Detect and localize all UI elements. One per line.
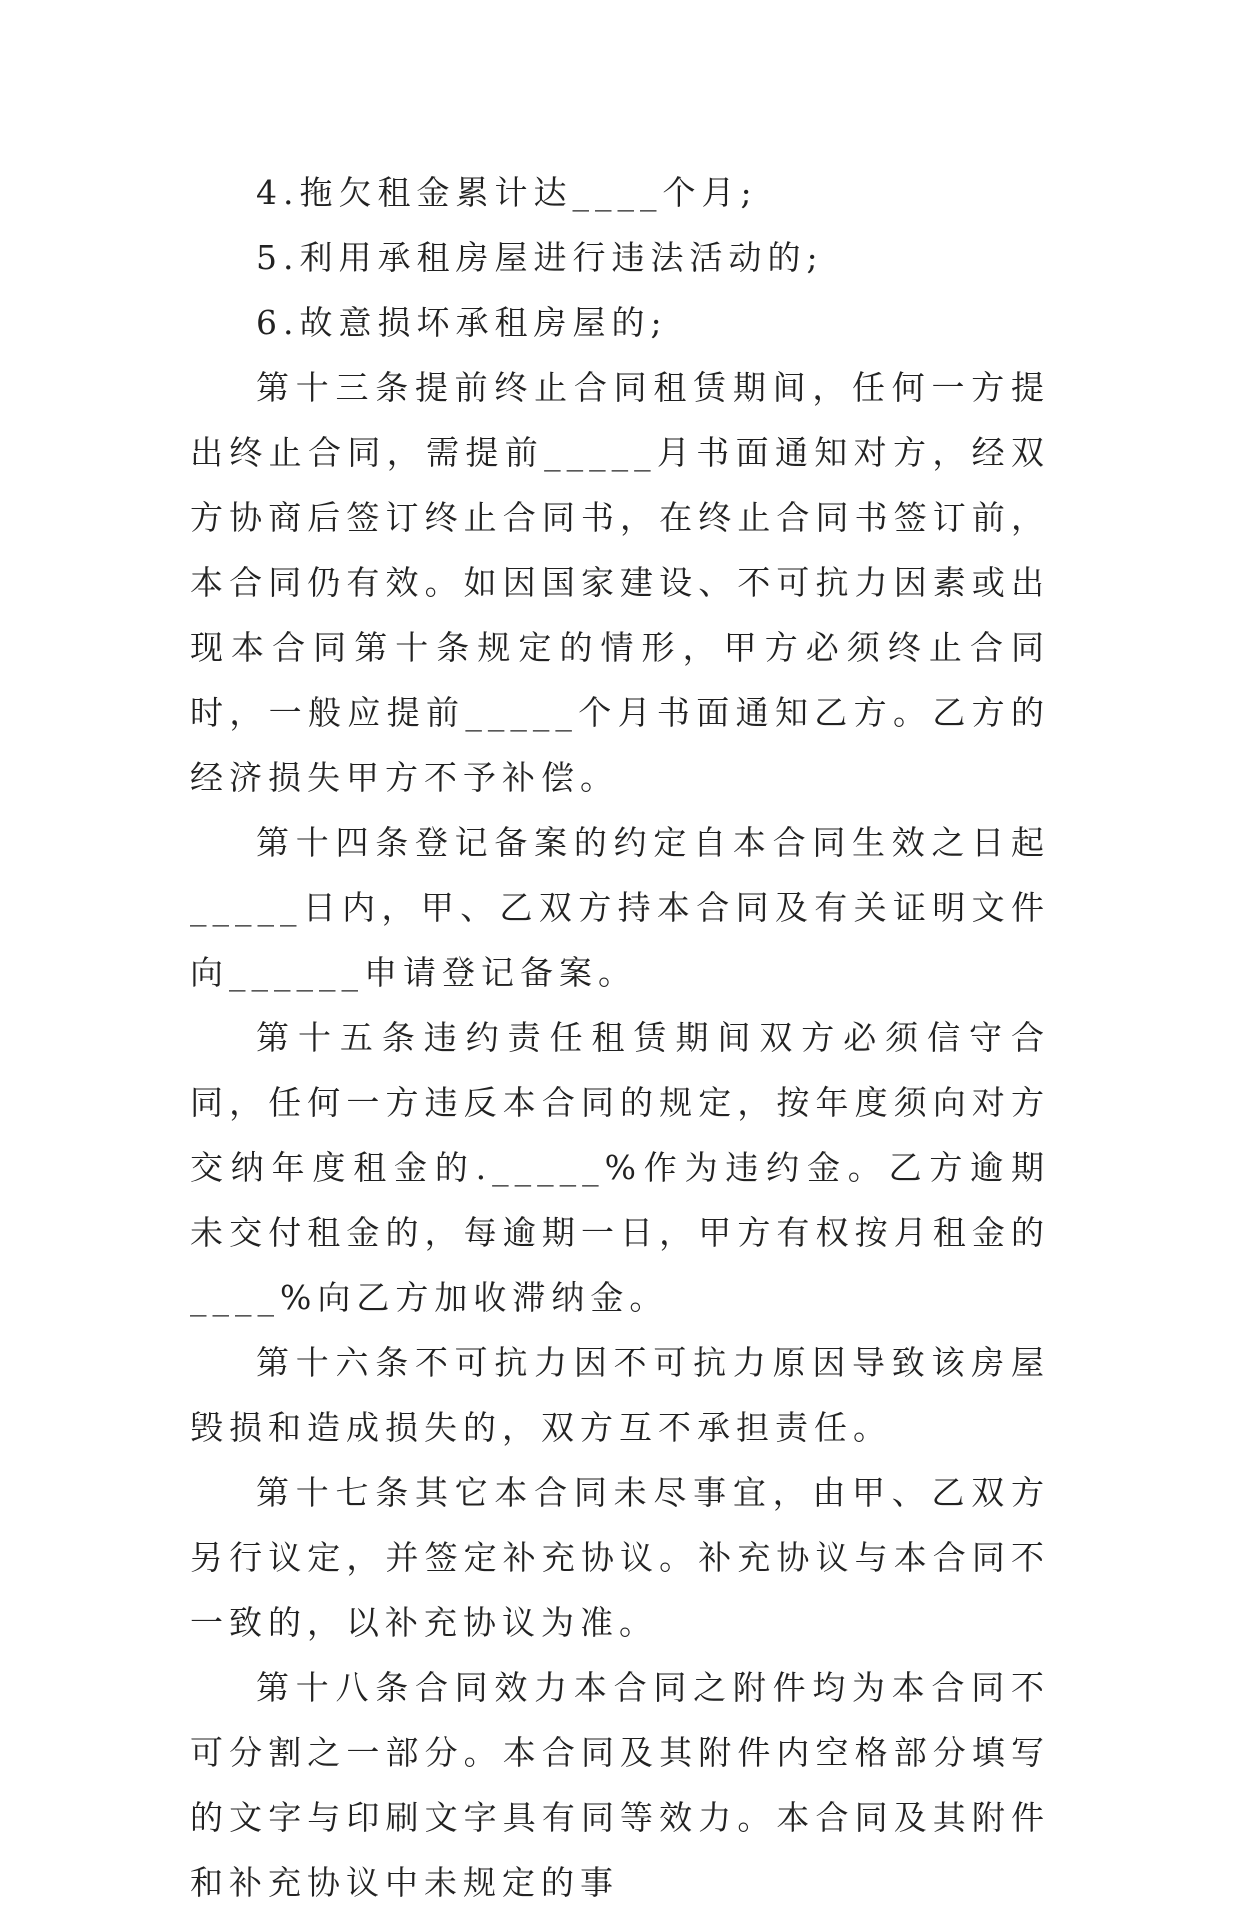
document-body [190,160,1050,1915]
paragraph-item-4: 4.拖欠租金累计达____个月; [256,173,758,212]
article-17-paragraph: 第十七条其它本合同未尽事宜，由甲、乙双方另行议定，并签定补充协议。补充协议与本合同不一致的，以补充协议为准。 [190,1473,1050,1642]
article-14-paragraph: 第十四条登记备案的约定自本合同生效之日起_____日内，甲、乙双方持本合同及有关证明文件向______申请登记备案。 [190,823,1050,992]
paragraph-item-6: 6.故意损坏承租房屋的; [256,303,668,342]
article-18-paragraph: 第十八条合同效力本合同之附件均为本合同不可分割之一部分。本合同及其附件内空格部分填写的文字与印刷文字具有同等效力。本合同及其附件和补充协议中未规定的事 [190,1668,1050,1902]
article-15-paragraph: 第十五条违约责任租赁期间双方必须信守合同，任何一方违反本合同的规定，按年度须向对方交纳年度租金的._____%作为违约金。乙方逾期未交付租金的，每逾期一日，甲方有权按月租金的____%向乙方加收滞纳金。 [190,1018,1050,1317]
paragraph-item-5: 5.利用承租房屋进行违法活动的; [256,238,824,277]
article-13-paragraph: 第十三条提前终止合同租赁期间，任何一方提出终止合同，需提前_____月书面通知对方，经双方协商后签订终止合同书，在终止合同书签订前，本合同仍有效。如因国家建设、不可抗力因素或出现本合同第十条规定的情形，甲方必须终止合同时，一般应提前_____个月书面通知乙方。乙方的经济损失甲方不予补偿。 [190,368,1050,797]
article-16-paragraph: 第十六条不可抗力因不可抗力原因导致该房屋毁损和造成损失的，双方互不承担责任。 [190,1343,1050,1447]
